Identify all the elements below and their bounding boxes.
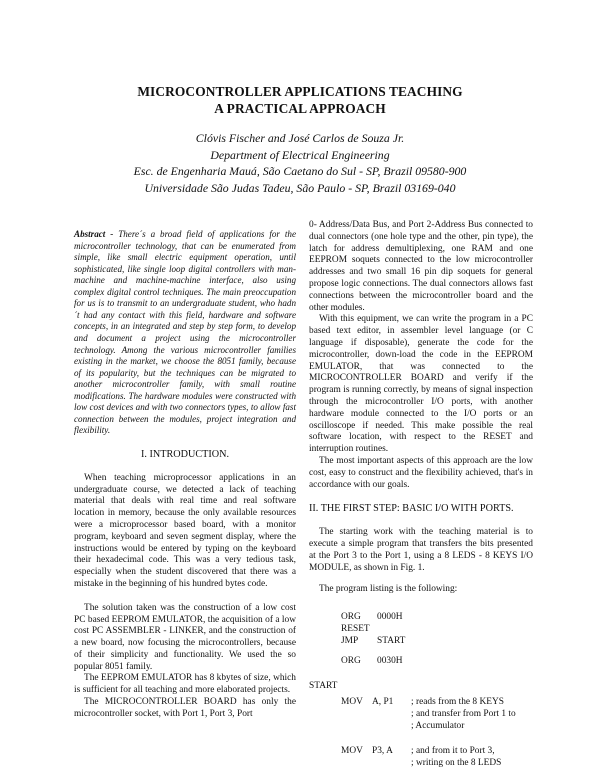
code-arg: 0030H: [377, 655, 403, 666]
right-paragraph-1: 0- Address/Data Bus, and Port 2-Address Bus connected to dual connectors (one hole type and the other, pin type), the latch for address demultiplexing, one RAM and one EEPROM soquets connected to the low microcontroller addresses and two small 16 pin dip soquets for general propose logic connections. The dual connectors allows fast connections between the microcontroller board and the other modules.: [309, 220, 533, 313]
paper-title: [60, 84, 540, 117]
code-label: RESET: [341, 623, 370, 634]
intro-paragraph-4: The MICROCONTROLLER BOARD has only the microcontroller socket, with Port 1, Port 3, Port: [74, 697, 296, 719]
code-arg: A, P1: [372, 697, 394, 708]
code-line: [309, 624, 533, 636]
title-line-2: A PRACTICAL APPROACH: [214, 100, 386, 116]
abstract-body: There´s a broad field of applications for the microcontroller technology, that can be enumerated from simple, like small electric equipment operation, until sophisticated, like single loop digital controllers with man-machine and machine-machine interface, also using complex digital control techniques. The main preoccupation for us is to transmit to an undergraduate student, who hadn´t had any contact with this field, hardware and software concepts, in an integrated and step by step form, to develop and document a project using the microcontroller technology. Among the various microcontroller families existing in the market, we choose the 8051 family, because of its popularity, but the techniques can be migrated to another microcontroller family, with small routine modifications. The hardware modules were constructed with low cost devices and with two connectors types, to allow fast connection between the modules, project integration and flexibility.: [74, 229, 296, 436]
code-line: [309, 681, 533, 693]
code-comment: ; reads from the 8 KEYS: [411, 697, 504, 708]
right-paragraph-5: The program listing is the following:: [319, 584, 458, 595]
author-block: [60, 130, 540, 196]
code-op: ORG: [341, 612, 361, 623]
intro-paragraph-3: The EEPROM EMULATOR has 8 kbytes of size, which is sufficient for all teaching and more elaborated projects.: [74, 673, 296, 696]
department: Department of Electrical Engineering: [210, 147, 390, 162]
code-arg: START: [377, 635, 406, 646]
code-label: START: [309, 681, 338, 692]
code-line: [309, 758, 533, 770]
code-line: [309, 656, 533, 668]
code-op: JMP: [341, 635, 359, 646]
affiliation-1: Esc. de Engenharia Mauá, São Caetano do Sul - SP, Brazil 09580-900: [133, 164, 467, 179]
code-arg: 0000H: [377, 612, 403, 623]
code-op: MOV: [341, 746, 363, 757]
code-comment: ; writing on the 8 LEDS: [411, 758, 502, 769]
code-op: ORG: [341, 655, 361, 666]
code-comment: ; and from it to Port 3,: [411, 746, 495, 757]
code-line: [309, 721, 533, 733]
code-op: MOV: [341, 697, 363, 708]
code-line: [309, 636, 533, 648]
code-line: [309, 746, 533, 758]
program-listing: [309, 612, 533, 770]
abstract-label: Abstract -: [74, 229, 114, 240]
code-line: [309, 709, 533, 721]
affiliation-2: Universidade São Judas Tadeu, São Paulo - SP, Brazil 03169-040: [144, 180, 456, 195]
abstract: [74, 229, 296, 437]
code-comment: ; and transfer from Port 1 to: [411, 708, 516, 719]
right-column: [309, 220, 533, 770]
intro-paragraph-2: The solution taken was the construction of a low cost PC based EEPROM EMULATOR, the acquisition of a low cost PC ASSEMBLER - LINKER, and the construction of a new board, now focusing the microcontrollers, because of their simplicity and functionality. We used the so popular 8051 family.: [74, 602, 296, 672]
code-line: [309, 697, 533, 709]
intro-paragraph-1: When teaching microprocessor applications in an undergraduate course, we detected a lack of teaching material that deals with real time and real software location in memory, because the only available resources were a microprocessor based board, with a monitor program, keyboard and seven segment display, where the instructions would be entered by typing on the keyboard their hexadecimal code. This was a very tedious task, especially when the student discovered that there was a mistake in the beginning of his hundred bytes code.: [74, 472, 296, 589]
right-paragraph-4: The starting work with the teaching material is to execute a simple program that transfers the bits presented at the Port 3 to the Port 1, using a 8 LEDS - 8 KEYS I/O MODULE, as shown in Fig. 1.: [309, 527, 533, 573]
right-paragraph-3: The most important aspects of this approach are the low cost, easy to construct and the flexibility achieved, that's in accordance with our goals.: [309, 455, 533, 490]
author-names: Clóvis Fischer and José Carlos de Souza Jr.: [195, 131, 405, 145]
code-arg: P3, A: [372, 746, 393, 757]
code-line: [309, 612, 533, 624]
section-heading-introduction: I. INTRODUCTION.: [141, 448, 229, 460]
left-column: [74, 220, 296, 721]
right-paragraph-2: With this equipment, we can write the program in a PC based text editor, in assembler level language (or C language if disposable), generate the code for the microcontroller, down-load the code in the EEPROM EMULATOR, that was connected to the MICROCONTROLLER BOARD and verify if the program is running correctly, by means of signal inspection through the microcontroller I/O ports, with another hardware module connected to the I/O ports or an oscilloscope if needed. This make possible the real software location, with respect to the RESET and interruption routines.: [309, 314, 533, 455]
code-comment: ; Accumulator: [411, 720, 465, 731]
title-line-1: MICROCONTROLLER APPLICATIONS TEACHING: [137, 84, 463, 99]
section-heading-first-step: II. THE FIRST STEP: BASIC I/O WITH PORTS.: [309, 503, 514, 515]
